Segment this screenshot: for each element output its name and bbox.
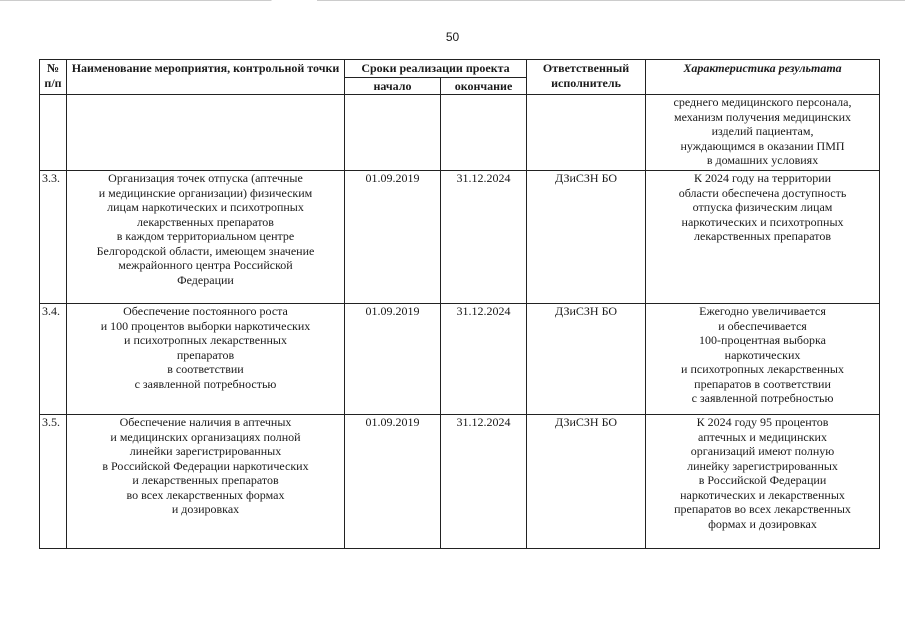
row-name-line: лекарственных препаратов	[137, 214, 274, 229]
row-name-line: препаратов	[176, 347, 235, 362]
row-result-line: среднего медицинского персонала,	[673, 95, 852, 109]
row-start	[345, 95, 441, 171]
row-result-line: линейку зарегистрированных	[687, 458, 838, 473]
row-name-line: в соответствии	[167, 362, 244, 376]
row-result-line: 100-процентная выборка	[699, 333, 826, 347]
table-row	[40, 95, 880, 171]
row-name-line: во всех лекарственных формах	[126, 487, 285, 502]
row-responsible: ДЗиСЗН БО	[527, 304, 646, 415]
row-end: 31.12.2024	[441, 415, 527, 549]
page-number: 50	[445, 30, 460, 44]
row-result	[646, 95, 880, 171]
header-start: начало	[345, 77, 441, 95]
row-start: 01.09.2019	[345, 304, 441, 415]
row-num: 3.4.	[40, 304, 67, 415]
row-start: 01.09.2019	[345, 415, 441, 549]
row-name-line: Обеспечение наличия в аптечных	[119, 415, 292, 429]
row-result-line: препаратов в соответствии	[694, 376, 831, 391]
row-start: 01.09.2019	[345, 171, 441, 304]
row-responsible: ДЗиСЗН БО	[527, 171, 646, 304]
table-header	[40, 60, 880, 95]
header-responsible: Ответственный исполнитель	[527, 60, 646, 95]
row-name-line: в Российской Федерации наркотических	[102, 458, 309, 473]
row-result	[646, 415, 880, 549]
row-name-line: Обеспечение постоянного роста	[123, 304, 288, 318]
row-name-line: и медицинские организации) физическим	[98, 185, 313, 200]
header-name: Наименование мероприятия, контрольной точки	[67, 60, 345, 95]
row-result-line: области обеспечена доступность	[678, 185, 847, 200]
row-name-line: и дозировках	[171, 502, 240, 516]
row-result-line: К 2024 году на территории	[693, 171, 832, 185]
row-result-line: наркотических	[724, 347, 801, 362]
row-num: 3.5.	[40, 415, 67, 549]
row-result	[646, 171, 880, 304]
row-result-line: механизм получения медицинских	[673, 109, 852, 124]
row-responsible: ДЗиСЗН БО	[527, 415, 646, 549]
row-result-line: Ежегодно увеличивается	[699, 304, 826, 318]
row-result-line: наркотических и лекарственных	[680, 487, 845, 502]
row-result-line: формах и дозировках	[708, 516, 817, 531]
row-result-line: в домашних условиях	[706, 153, 819, 167]
row-result-line: К 2024 году 95 процентов	[696, 415, 829, 429]
row-result-line: препаратов во всех лекарственных	[674, 502, 851, 516]
table-row	[40, 304, 880, 415]
row-result-line: нуждающимся в оказании ПМП	[680, 138, 845, 153]
row-name-line: и 100 процентов выборки наркотических	[100, 318, 311, 333]
row-result-line: аптечных и медицинских	[698, 429, 827, 444]
row-name-line: Белгородской области, имеющем значение	[96, 243, 315, 258]
row-num	[40, 95, 67, 171]
project-plan-table	[39, 59, 880, 549]
row-name-line: и медицинских организациях полной	[110, 429, 301, 444]
row-name	[67, 95, 345, 171]
row-name-line: и психотропных лекарственных	[124, 333, 287, 347]
row-result-line: и психотропных лекарственных	[681, 362, 844, 376]
scan-edge-line	[0, 0, 905, 1]
row-result-line: и обеспечивается	[718, 318, 807, 333]
row-name-line: лицам наркотических и психотропных	[107, 200, 304, 214]
row-name-line: с заявленной потребностью	[134, 376, 277, 391]
header-num: № п/п	[40, 60, 67, 95]
row-num: 3.3.	[40, 171, 67, 304]
table-body	[40, 95, 880, 549]
header-end: окончание	[441, 77, 527, 95]
row-end: 31.12.2024	[441, 171, 527, 304]
row-name	[67, 304, 345, 415]
table-row	[40, 415, 880, 549]
row-name-line: и лекарственных препаратов	[132, 473, 279, 487]
row-result-line: в Российской Федерации	[698, 473, 827, 487]
table-row	[40, 171, 880, 304]
row-result-line: изделий пациентам,	[711, 124, 814, 138]
row-result-line: с заявленной потребностью	[691, 391, 834, 405]
row-name	[67, 171, 345, 304]
row-result-line: лекарственных препаратов	[694, 229, 831, 243]
row-name-line: в каждом территориальном центре	[116, 229, 295, 243]
row-result-line: наркотических и психотропных	[681, 214, 844, 229]
row-end	[441, 95, 527, 171]
row-result-line: отпуска физическим лицам	[692, 200, 833, 214]
row-name-line: Федерации	[177, 272, 234, 287]
row-name	[67, 415, 345, 549]
row-result-line: организаций имеют полную	[690, 444, 835, 458]
row-end: 31.12.2024	[441, 304, 527, 415]
row-responsible	[527, 95, 646, 171]
row-result	[646, 304, 880, 415]
header-terms: Сроки реализации проекта	[345, 60, 527, 78]
row-name-line: Организация точек отпуска (аптечные	[108, 171, 303, 185]
header-result: Характеристика результата	[646, 60, 880, 95]
row-name-line: межрайонного центра Российской	[118, 258, 293, 272]
row-name-line: линейки зарегистрированных	[129, 444, 282, 458]
